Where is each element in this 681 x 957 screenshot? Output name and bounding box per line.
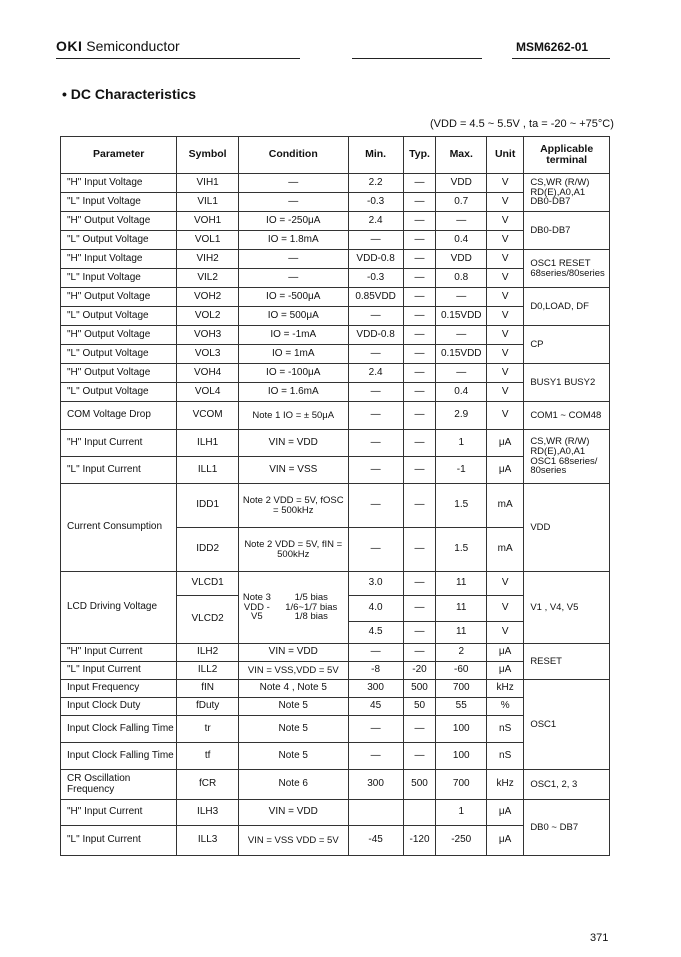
unit-cell: % [486, 698, 523, 716]
unit-cell: V [486, 383, 523, 402]
max-cell: 0.7 [436, 193, 487, 212]
terminal-cell: V1 , V4, V5 [524, 572, 610, 644]
symbol-cell: VOL1 [177, 231, 238, 250]
column-header: Symbol [177, 137, 238, 174]
min-cell: -0.3 [348, 193, 403, 212]
min-cell: 2.4 [348, 364, 403, 383]
unit-cell: V [486, 269, 523, 288]
unit-cell: nS [486, 716, 523, 743]
terminal-cell: BUSY1 BUSY2 [524, 364, 610, 402]
min-cell: — [348, 457, 403, 484]
param-cell: Input Clock Duty [61, 698, 177, 716]
param-cell: Input Frequency [61, 680, 177, 698]
unit-cell: μA [486, 430, 523, 457]
table-row [61, 644, 610, 662]
symbol-cell: fDuty [177, 698, 238, 716]
min-cell: — [348, 307, 403, 326]
symbol-cell: ILL1 [177, 457, 238, 484]
min-cell: 0.85VDD [348, 288, 403, 307]
min-cell: VDD-0.8 [348, 250, 403, 269]
table-row [61, 326, 610, 345]
symbol-cell: tf [177, 743, 238, 770]
symbol-cell: VOL4 [177, 383, 238, 402]
symbol-cell: ILL2 [177, 662, 238, 680]
terminal-cell: DB0-DB7 [524, 212, 610, 250]
condition-cell: IO = -100μA [238, 364, 348, 383]
terminal-cell: CP [524, 326, 610, 364]
max-cell: 100 [436, 743, 487, 770]
max-cell: -250 [436, 826, 487, 856]
param-cell: "H" Input Current [61, 430, 177, 457]
typ-cell: — [403, 250, 436, 269]
brand-suffix: Semiconductor [86, 38, 180, 54]
condition-cell: Note 2 VDD = 5V, fOSC = 500kHz [238, 484, 348, 528]
param-cell: Current Consumption [61, 484, 177, 572]
max-cell: 0.15VDD [436, 307, 487, 326]
param-cell: Input Clock Falling Time [61, 743, 177, 770]
max-cell: -60 [436, 662, 487, 680]
typ-cell [403, 800, 436, 826]
unit-cell: V [486, 596, 523, 622]
param-cell: "H" Output Voltage [61, 288, 177, 307]
table-row [61, 288, 610, 307]
page-number: 371 [590, 932, 609, 944]
unit-cell: V [486, 326, 523, 345]
max-cell: 55 [436, 698, 487, 716]
conditions-note: (VDD = 4.5 ~ 5.5V , ta = -20 ~ +75°C) [430, 118, 614, 130]
symbol-cell: VOL2 [177, 307, 238, 326]
condition-cell: IO = 1.8mA [238, 231, 348, 250]
max-cell: — [436, 212, 487, 231]
symbol-cell: IDD2 [177, 528, 238, 572]
typ-cell: 500 [403, 770, 436, 800]
param-cell: CR Oscillation Frequency [61, 770, 177, 800]
max-cell: — [436, 364, 487, 383]
condition-cell: VIN = VDD [238, 644, 348, 662]
param-cell: "H" Output Voltage [61, 326, 177, 345]
min-cell [348, 800, 403, 826]
min-cell: 4.0 [348, 596, 403, 622]
typ-cell: — [403, 596, 436, 622]
param-cell: "L" Input Current [61, 826, 177, 856]
max-cell: VDD [436, 174, 487, 193]
unit-cell: kHz [486, 680, 523, 698]
min-cell: -0.3 [348, 269, 403, 288]
terminal-cell: D0,LOAD, DF [524, 288, 610, 326]
min-cell: — [348, 528, 403, 572]
symbol-cell: ILH2 [177, 644, 238, 662]
min-cell: — [348, 383, 403, 402]
condition-cell: VIN = VSS,VDD = 5V [238, 662, 348, 680]
min-cell: -8 [348, 662, 403, 680]
typ-cell: — [403, 174, 436, 193]
column-header: Parameter [61, 137, 177, 174]
condition-cell: Note 2 VDD = 5V, fIN = 500kHz [238, 528, 348, 572]
param-cell: "L" Output Voltage [61, 345, 177, 364]
typ-cell: — [403, 484, 436, 528]
symbol-cell: ILH3 [177, 800, 238, 826]
unit-cell: V [486, 402, 523, 430]
min-cell: — [348, 644, 403, 662]
typ-cell: — [403, 364, 436, 383]
unit-cell: V [486, 212, 523, 231]
typ-cell: — [403, 288, 436, 307]
symbol-cell: VOH2 [177, 288, 238, 307]
header-rule [512, 58, 610, 59]
symbol-cell: VOH1 [177, 212, 238, 231]
symbol-cell: ILH1 [177, 430, 238, 457]
part-number: MSM6262-01 [516, 40, 589, 54]
table-row [61, 770, 610, 800]
unit-cell: V [486, 345, 523, 364]
typ-cell: — [403, 212, 436, 231]
dc-characteristics-table [60, 136, 610, 856]
unit-cell: nS [486, 743, 523, 770]
min-cell: — [348, 484, 403, 528]
typ-cell: — [403, 716, 436, 743]
typ-cell: -20 [403, 662, 436, 680]
column-header: Typ. [403, 137, 436, 174]
condition-cell: — [238, 193, 348, 212]
symbol-cell: VIL1 [177, 193, 238, 212]
unit-cell: μA [486, 644, 523, 662]
max-cell: 100 [436, 716, 487, 743]
symbol-cell: VOH3 [177, 326, 238, 345]
typ-cell: — [403, 345, 436, 364]
typ-cell: — [403, 457, 436, 484]
symbol-cell: VLCD1 [177, 572, 238, 596]
min-cell: 3.0 [348, 572, 403, 596]
max-cell: 1.5 [436, 528, 487, 572]
bias-label: 1/6~1/7 bias [285, 601, 338, 613]
min-cell: -45 [348, 826, 403, 856]
max-cell: — [436, 326, 487, 345]
typ-cell: — [403, 430, 436, 457]
symbol-cell: ILL3 [177, 826, 238, 856]
condition-cell: — [238, 269, 348, 288]
param-cell: "L" Output Voltage [61, 383, 177, 402]
terminal-cell: CS,WR (R/W) RD(E),A0,A1 DB0-DB7 [524, 174, 610, 212]
unit-cell: V [486, 307, 523, 326]
condition-cell: IO = -1mA [238, 326, 348, 345]
unit-cell: V [486, 622, 523, 644]
column-header: Min. [348, 137, 403, 174]
condition-cell: — [238, 174, 348, 193]
typ-cell: — [403, 644, 436, 662]
symbol-cell: VIL2 [177, 269, 238, 288]
param-cell: "L" Input Voltage [61, 269, 177, 288]
max-cell: 2.9 [436, 402, 487, 430]
unit-cell: V [486, 174, 523, 193]
param-cell: "H" Input Current [61, 644, 177, 662]
typ-cell: 500 [403, 680, 436, 698]
unit-cell: mA [486, 528, 523, 572]
brand-logo: OKI [56, 38, 83, 54]
max-cell: 2 [436, 644, 487, 662]
typ-cell: — [403, 402, 436, 430]
table-row [61, 364, 610, 383]
condition-cell: Note 5 [238, 743, 348, 770]
param-cell: "L" Input Voltage [61, 193, 177, 212]
symbol-cell: VOL3 [177, 345, 238, 364]
terminal-cell: RESET [524, 644, 610, 680]
unit-cell: μA [486, 800, 523, 826]
typ-cell: -120 [403, 826, 436, 856]
condition-cell: Note 1 IO = ± 50μA [238, 402, 348, 430]
condition-cell: Note 6 [238, 770, 348, 800]
max-cell: 0.8 [436, 269, 487, 288]
min-cell: 300 [348, 680, 403, 698]
param-cell: "H" Input Current [61, 800, 177, 826]
table-row [61, 250, 610, 269]
typ-cell: — [403, 326, 436, 345]
param-cell: "H" Output Voltage [61, 212, 177, 231]
min-cell: — [348, 716, 403, 743]
max-cell: 1 [436, 800, 487, 826]
table-header-row [61, 137, 610, 174]
typ-cell: — [403, 307, 436, 326]
symbol-cell: fCR [177, 770, 238, 800]
unit-cell: V [486, 250, 523, 269]
param-cell: "L" Output Voltage [61, 307, 177, 326]
unit-cell: V [486, 364, 523, 383]
max-cell: — [436, 288, 487, 307]
condition-cell: VIN = VDD [238, 800, 348, 826]
header-rule [56, 58, 300, 59]
condition-cell: VIN = VSS VDD = 5V [238, 826, 348, 856]
max-cell: 11 [436, 596, 487, 622]
header-rule [352, 58, 482, 59]
typ-cell: 50 [403, 698, 436, 716]
condition-cell: VIN = VDD [238, 430, 348, 457]
param-cell: COM Voltage Drop [61, 402, 177, 430]
terminal-cell: OSC1, 2, 3 [524, 770, 610, 800]
typ-cell: — [403, 622, 436, 644]
symbol-cell: IDD1 [177, 484, 238, 528]
terminal-cell: OSC1 [524, 680, 610, 770]
condition-cell: IO = -500μA [238, 288, 348, 307]
table-row [61, 572, 610, 596]
max-cell: -1 [436, 457, 487, 484]
min-cell: VDD-0.8 [348, 326, 403, 345]
unit-cell: μA [486, 662, 523, 680]
table-row [61, 800, 610, 826]
typ-cell: — [403, 231, 436, 250]
terminal-cell: VDD [524, 484, 610, 572]
min-cell: 300 [348, 770, 403, 800]
min-cell: 4.5 [348, 622, 403, 644]
condition-cell: VIN = VSS [238, 457, 348, 484]
param-cell: "L" Output Voltage [61, 231, 177, 250]
symbol-cell: VIH2 [177, 250, 238, 269]
condition-cell: IO = -250μA [238, 212, 348, 231]
unit-cell: μA [486, 826, 523, 856]
table-row [61, 212, 610, 231]
param-cell: "H" Output Voltage [61, 364, 177, 383]
min-cell: 2.2 [348, 174, 403, 193]
table-row [61, 430, 610, 457]
param-cell: "L" Input Current [61, 662, 177, 680]
typ-cell: — [403, 743, 436, 770]
param-cell: Input Clock Falling Time [61, 716, 177, 743]
typ-cell: — [403, 269, 436, 288]
min-cell: — [348, 743, 403, 770]
terminal-cell: OSC1 RESET 68series/80series [524, 250, 610, 288]
terminal-cell: CS,WR (R/W) RD(E),A0,A1 OSC1 68series/ 80series [524, 430, 610, 484]
lcd-note: Note 3 VDD - V5 [242, 591, 271, 623]
symbol-cell: VOH4 [177, 364, 238, 383]
min-cell: — [348, 402, 403, 430]
unit-cell: V [486, 231, 523, 250]
min-cell: — [348, 430, 403, 457]
bias-label: 1/8 bias [294, 611, 328, 623]
condition-cell: IO = 1.6mA [238, 383, 348, 402]
max-cell: VDD [436, 250, 487, 269]
param-cell: "L" Input Current [61, 457, 177, 484]
max-cell: 11 [436, 572, 487, 596]
max-cell: 700 [436, 770, 487, 800]
typ-cell: — [403, 572, 436, 596]
condition-cell: IO = 1mA [238, 345, 348, 364]
column-header: Condition [238, 137, 348, 174]
param-cell: LCD Driving Voltage [61, 572, 177, 644]
min-cell: 2.4 [348, 212, 403, 231]
symbol-cell: fIN [177, 680, 238, 698]
table-row [61, 680, 610, 698]
typ-cell: — [403, 193, 436, 212]
condition-cell: Note 5 [238, 716, 348, 743]
typ-cell: — [403, 383, 436, 402]
max-cell: 0.15VDD [436, 345, 487, 364]
condition-cell: — [238, 250, 348, 269]
max-cell: 1 [436, 430, 487, 457]
condition-cell: IO = 500μA [238, 307, 348, 326]
section-title: • DC Characteristics [62, 86, 197, 102]
terminal-cell: DB0 ~ DB7 [524, 800, 610, 856]
condition-cell: Note 5 [238, 698, 348, 716]
symbol-cell: VIH1 [177, 174, 238, 193]
unit-cell: V [486, 572, 523, 596]
symbol-cell: VLCD2 [177, 596, 238, 644]
max-cell: 700 [436, 680, 487, 698]
terminal-cell: COM1 ~ COM48 [524, 402, 610, 430]
min-cell: — [348, 231, 403, 250]
min-cell: 45 [348, 698, 403, 716]
max-cell: 0.4 [436, 231, 487, 250]
table-row [61, 174, 610, 193]
max-cell: 0.4 [436, 383, 487, 402]
condition-cell: Note 4 , Note 5 [238, 680, 348, 698]
table-row [61, 402, 610, 430]
column-header: Applicable terminal [524, 137, 610, 174]
symbol-cell: VCOM [177, 402, 238, 430]
typ-cell: — [403, 528, 436, 572]
header-brand [56, 38, 180, 54]
condition-cell [238, 572, 348, 644]
column-header: Max. [436, 137, 487, 174]
unit-cell: μA [486, 457, 523, 484]
unit-cell: mA [486, 484, 523, 528]
column-header: Unit [486, 137, 523, 174]
table-row [61, 484, 610, 528]
param-cell: "H" Input Voltage [61, 174, 177, 193]
unit-cell: kHz [486, 770, 523, 800]
min-cell: — [348, 345, 403, 364]
bias-label: 1/5 bias [294, 591, 328, 603]
max-cell: 1.5 [436, 484, 487, 528]
unit-cell: V [486, 193, 523, 212]
unit-cell: V [486, 288, 523, 307]
param-cell: "H" Input Voltage [61, 250, 177, 269]
max-cell: 11 [436, 622, 487, 644]
symbol-cell: tr [177, 716, 238, 743]
